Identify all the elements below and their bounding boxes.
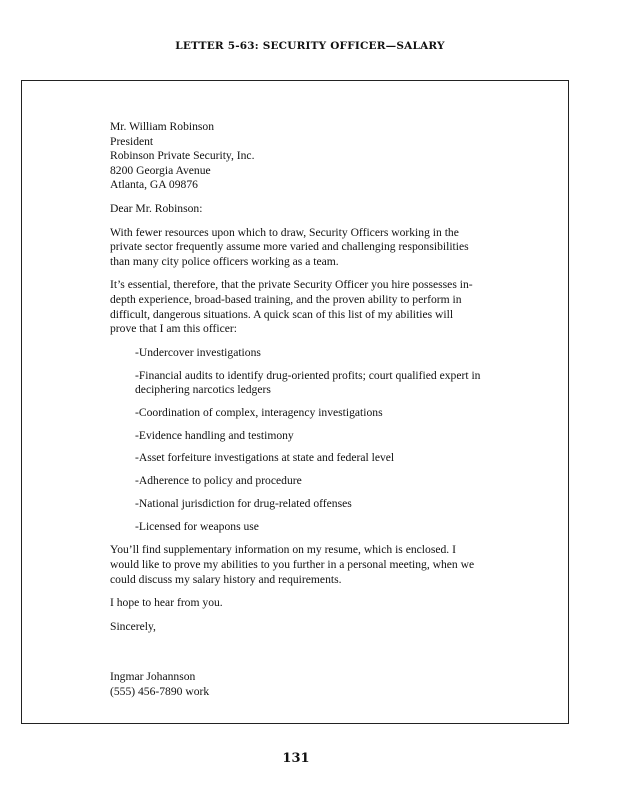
recipient-title: President — [110, 134, 154, 148]
list-item: -Licensed for weapons use — [135, 519, 259, 533]
page-number: 131 — [282, 751, 310, 766]
salutation: Dear Mr. Robinson: — [110, 201, 203, 215]
list-item: -Evidence handling and testimony — [135, 428, 294, 442]
abilities-list — [110, 346, 482, 535]
list-item: -National jurisdiction for drug-related offenses — [135, 497, 352, 510]
list-item: -Financial audits to identify drug-oriented profits; court qualified expert in deciphering narcotics ledgers — [135, 368, 481, 397]
paragraph-essential: It’s essential, therefore, that the private Security Officer you hire possesses in-depth experience, broad-based training, and the proven ability to perform in difficult, dangerous situations. A quick scan of this list of my abilities will prove that I am this officer: — [110, 278, 473, 336]
page-heading: LETTER 5-63: SECURITY OFFICER—SALARY — [175, 40, 445, 52]
recipient-street: 8200 Georgia Avenue — [110, 163, 211, 177]
recipient-name: Mr. William Robinson — [110, 120, 214, 133]
recipient-address — [110, 120, 482, 193]
sender-name: Ingmar Johannson — [110, 670, 196, 684]
recipient-city: Atlanta, GA 09876 — [110, 178, 198, 192]
sender-phone: (555) 456-7890 work — [110, 684, 210, 698]
recipient-company: Robinson Private Security, Inc. — [110, 149, 255, 163]
list-item: -Adherence to policy and procedure — [135, 474, 302, 488]
paragraph-resume: You’ll find supplementary information on my resume, which is enclosed. I would like to prove my abilities to you further in a personal meeting, when we could discuss my salary history and requirements. — [110, 543, 475, 586]
closing: Sincerely, — [110, 619, 156, 633]
list-item: -Coordination of complex, interagency investigations — [135, 405, 383, 419]
letter-body — [110, 120, 482, 700]
paragraph-intro: With fewer resources upon which to draw, Security Officers working in the private sector frequently assume more varied and challenging responsibilities than many city police officers working as a team. — [110, 225, 469, 268]
list-item: -Asset forfeiture investigations at state and federal level — [135, 451, 395, 465]
paragraph-hope: I hope to hear from you. — [110, 596, 223, 610]
list-item: -Undercover investigations — [135, 345, 261, 359]
